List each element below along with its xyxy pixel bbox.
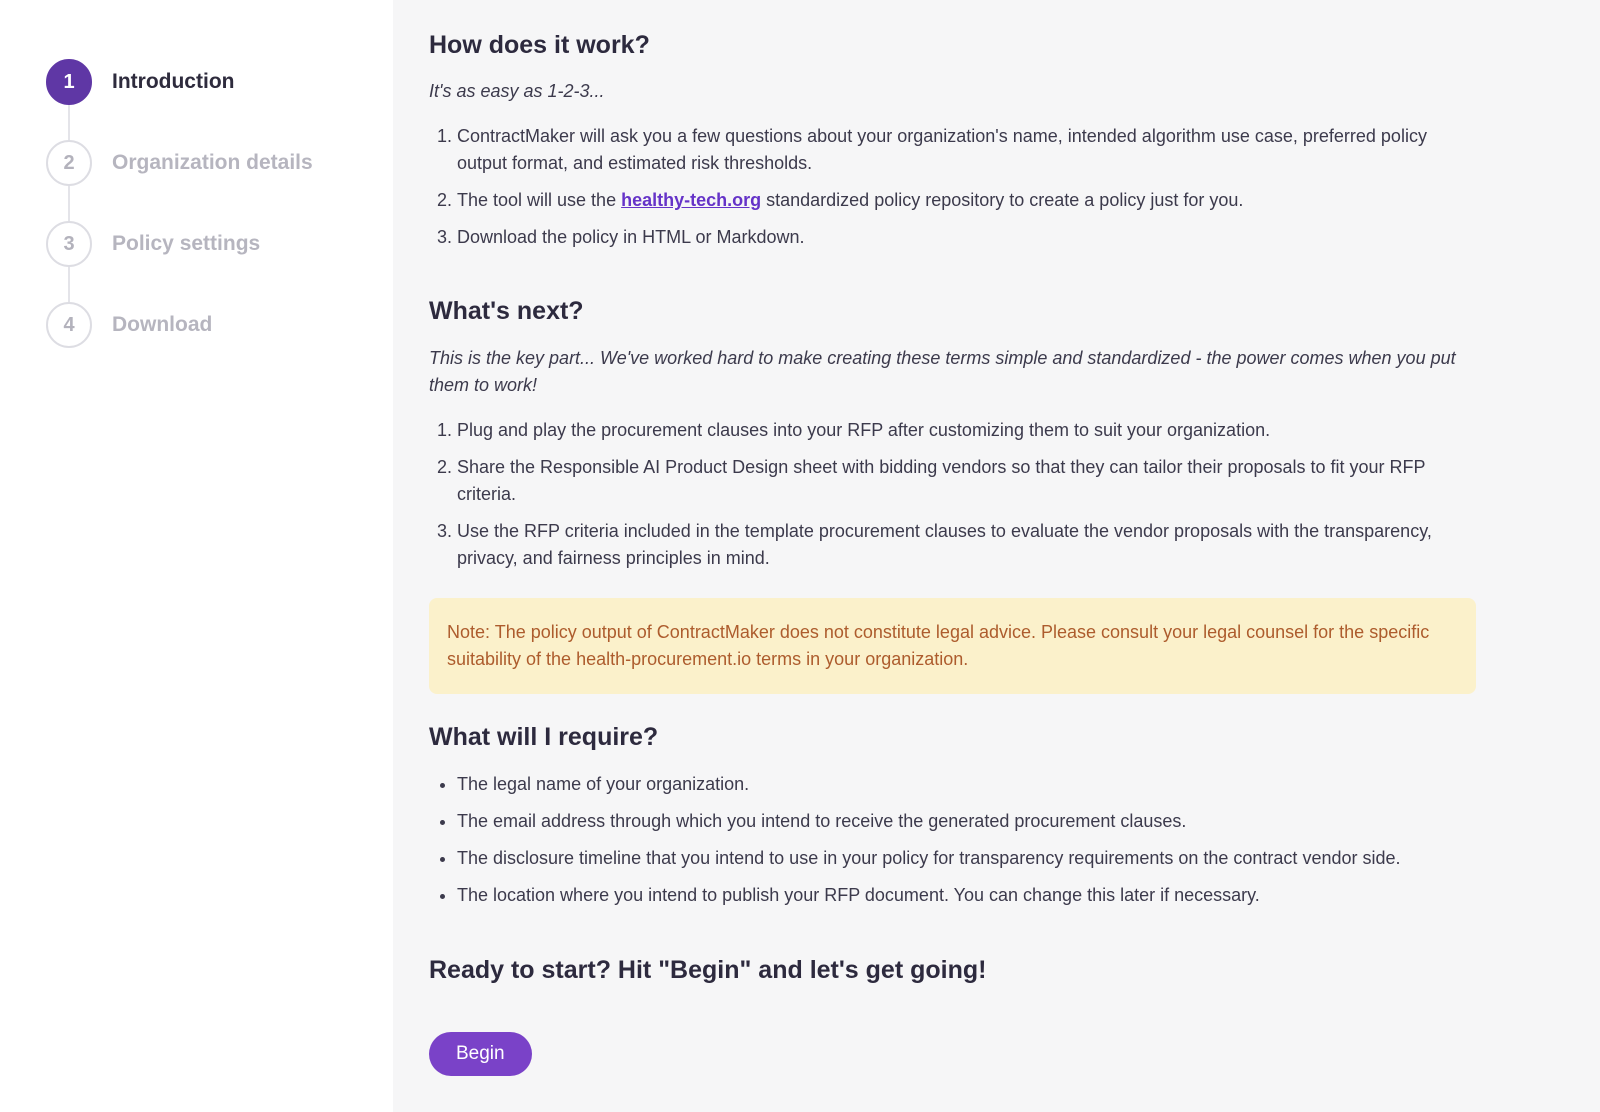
step-3-label: Policy settings: [112, 232, 261, 255]
content-column: [429, 30, 1476, 1076]
step-1-label: Introduction: [112, 70, 235, 93]
stepper-connector-line: [68, 82, 70, 325]
step-1-badge: 1: [46, 59, 92, 105]
introduction-page: [393, 0, 1600, 1112]
list-item: 3. Use the RFP criteria included in the template procurement clauses to evaluate the vendor proposals with the transparency, privacy, and fairness principles in mind.: [457, 518, 1476, 572]
healthy-tech-link[interactable]: healthy-tech.org: [621, 190, 762, 211]
list-item-text: standardized policy repository to create a policy just for you.: [761, 190, 1244, 211]
list-item: • The email address through which you intend to receive the generated procurement clauses.: [457, 808, 1476, 835]
requirements-list: [429, 771, 1476, 909]
step-4-label: Download: [112, 313, 213, 336]
list-item: [457, 187, 1476, 214]
stepper-step-introduction[interactable]: [46, 59, 393, 105]
whats-next-heading: What's next?: [429, 297, 584, 326]
stepper-step-policy-settings[interactable]: [46, 221, 393, 267]
list-item: 3. Download the policy in HTML or Markdown.: [457, 224, 1476, 251]
section-ready-to-start: [429, 955, 1476, 1076]
how-it-works-list: [429, 123, 1476, 251]
list-item: • The location where you intend to publish your RFP document. You can change this later if necessary.: [457, 882, 1476, 909]
stepper-step-download[interactable]: [46, 302, 393, 348]
section-how-it-works: [429, 30, 1476, 251]
list-item: • The legal name of your organization.: [457, 771, 1476, 798]
begin-button[interactable]: Begin: [429, 1032, 532, 1076]
section-requirements: [429, 722, 1476, 909]
how-it-works-intro: It's as easy as 1-2-3...: [429, 81, 605, 102]
requirements-heading: What will I require?: [429, 722, 659, 751]
whats-next-intro: This is the key part... We've worked hard to make creating these terms simple and standardized - the power comes when you put them to work!: [429, 347, 1456, 395]
list-item: 2. Share the Responsible AI Product Design sheet with bidding vendors so that they can tailor their proposals to fit your RFP criteria.: [457, 454, 1476, 508]
step-4-badge: 4: [46, 302, 92, 348]
list-item-text: The tool will use the: [457, 190, 622, 211]
list-item: 1. ContractMaker will ask you a few questions about your organization's name, intended algorithm use case, preferred policy output format, and estimated risk thresholds.: [457, 123, 1476, 177]
step-3-badge: 3: [46, 221, 92, 267]
legal-note-callout: Note: The policy output of ContractMaker does not constitute legal advice. Please consult your legal counsel for the specific suitability of the health-procurement.io terms in your organization.: [429, 598, 1476, 694]
step-2-badge: 2: [46, 140, 92, 186]
list-item: • The disclosure timeline that you intend to use in your policy for transparency requirements on the contract vendor side.: [457, 845, 1476, 872]
stepper-step-organization-details[interactable]: [46, 140, 393, 186]
stepper: [0, 0, 393, 348]
whats-next-list: [429, 417, 1476, 572]
how-it-works-heading: How does it work?: [429, 31, 650, 59]
step-sidebar: [0, 0, 393, 1112]
step-2-label: Organization details: [112, 151, 313, 174]
ready-to-start-heading: Ready to start? Hit "Begin" and let's get going!: [429, 955, 987, 984]
list-item: 1. Plug and play the procurement clauses into your RFP after customizing them to suit your organization.: [457, 417, 1476, 444]
section-whats-next: [429, 296, 1476, 571]
